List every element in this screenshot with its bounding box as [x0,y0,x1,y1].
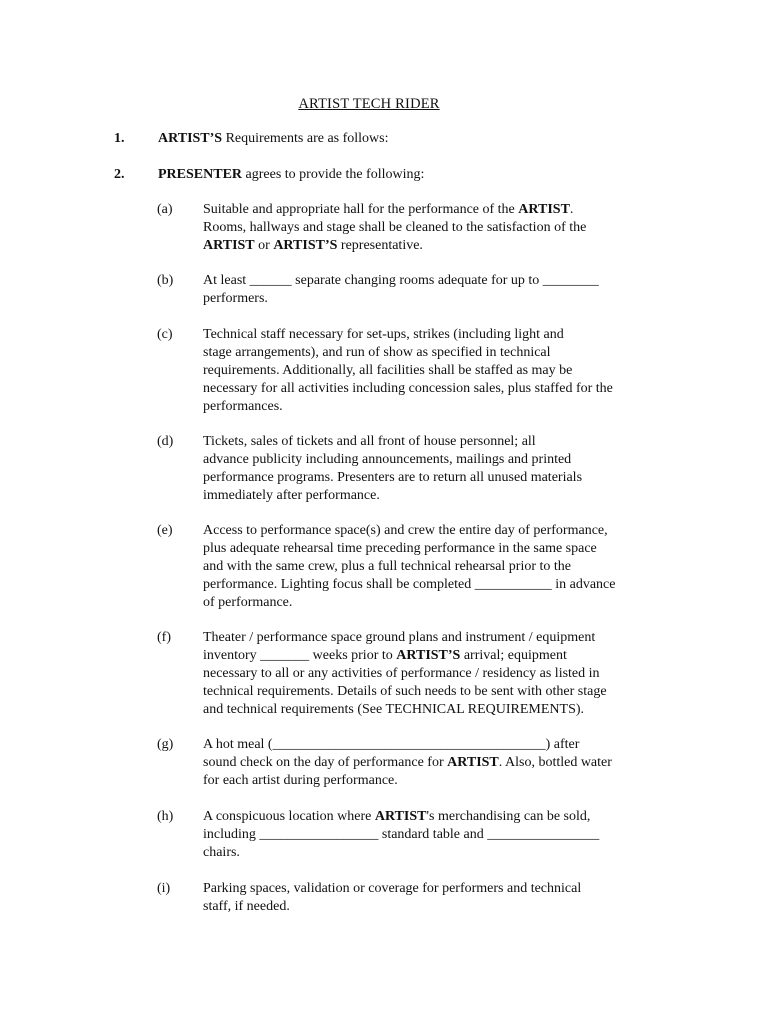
sub-item-label: (g) [157,737,174,752]
text-line: plus adequate rehearsal time preceding performance in the same space [203,541,597,556]
text-line: chairs. [203,845,240,860]
sub-item-label: (i) [157,881,171,896]
sub-item-body [203,522,703,612]
item-bold-term: PRESENTER [158,167,243,182]
sub-item-label: (c) [157,327,173,342]
sub-item-body [203,433,703,505]
item-number: 1. [114,131,125,146]
sub-item-body [203,736,703,790]
sub-item-label: (a) [157,202,173,217]
text-line: Parking spaces, validation or coverage for performers and technical [203,881,582,896]
text-line: performers. [203,291,268,306]
text-line: for each artist during performance. [203,773,398,788]
sub-item-body [203,272,703,308]
text-line: including _________________ standard table and ________________ [203,827,600,842]
text-line: inventory _______ weeks prior to ARTIST’S arrival; equipment [203,648,567,663]
text-line: necessary for all activities including concession sales, plus staffed for the [203,381,613,396]
bold-term: ARTIST [447,755,499,770]
bold-term: ARTIST’S [273,238,338,253]
item-text [158,130,389,148]
text-line: performance. Lighting focus shall be completed ___________ in advance [203,577,616,592]
sub-item-label: (f) [157,630,171,645]
text-line: Technical staff necessary for set-ups, strikes (including light and [203,327,564,342]
sub-item-label: (b) [157,273,174,288]
sub-item-body [203,326,703,416]
item-number: 2. [114,167,125,182]
text-line: Access to performance space(s) and crew the entire day of performance, [203,523,608,538]
sub-item-body [203,808,703,862]
text-line: A hot meal (_______________________________________) after [203,737,580,752]
sub-item-body [203,880,703,916]
text-line: and with the same crew, plus a full technical rehearsal prior to the [203,559,572,574]
text-line: and technical requirements (See TECHNICAL REQUIREMENTS). [203,702,585,717]
text-line: Tickets, sales of tickets and all front of house personnel; all [203,434,536,449]
text-line: ARTIST or ARTIST’S representative. [203,238,423,253]
text-line: advance publicity including announcements, mailings and printed [203,452,572,467]
text-line: requirements. Additionally, all facilities shall be staffed as may be [203,363,573,378]
text-line: necessary to all or any activities of performance / residency as listed in [203,666,600,681]
text-line: staff, if needed. [203,899,290,914]
text-line: Suitable and appropriate hall for the performance of the ARTIST. [203,202,574,217]
sub-item-label: (e) [157,523,173,538]
sub-item-body [203,201,703,255]
bold-term: ARTIST’S [396,648,461,663]
item-bold-term: ARTIST’S [158,131,223,146]
text-line: performances. [203,399,283,414]
sub-item-body [203,629,703,719]
item-text-rest: agrees to provide the following: [242,167,425,182]
text-line: sound check on the day of performance for ARTIST. Also, bottled water [203,755,612,770]
item-text [158,166,424,184]
text-line: At least ______ separate changing rooms adequate for up to ________ [203,273,599,288]
item-text-rest: Requirements are as follows: [222,131,389,146]
text-line: stage arrangements), and run of show as specified in technical [203,345,551,360]
text-line: of performance. [203,595,293,610]
sub-item-label: (d) [157,434,174,449]
text-line: Theater / performance space ground plans and instrument / equipment [203,630,596,645]
bold-term: ARTIST [374,809,427,824]
text-line: A conspicuous location where ARTIST's merchandising can be sold, [203,809,591,824]
sub-item-label: (h) [157,809,174,824]
document-title: ARTIST TECH RIDER [298,96,440,112]
text-line: technical requirements. Details of such needs to be sent with other stage [203,684,607,699]
bold-term: ARTIST [203,238,255,253]
text-line: immediately after performance. [203,488,380,503]
bold-term: ARTIST [518,202,570,217]
text-line: Rooms, hallways and stage shall be cleaned to the satisfaction of the [203,220,587,235]
text-line: performance programs. Presenters are to return all unused materials [203,470,583,485]
